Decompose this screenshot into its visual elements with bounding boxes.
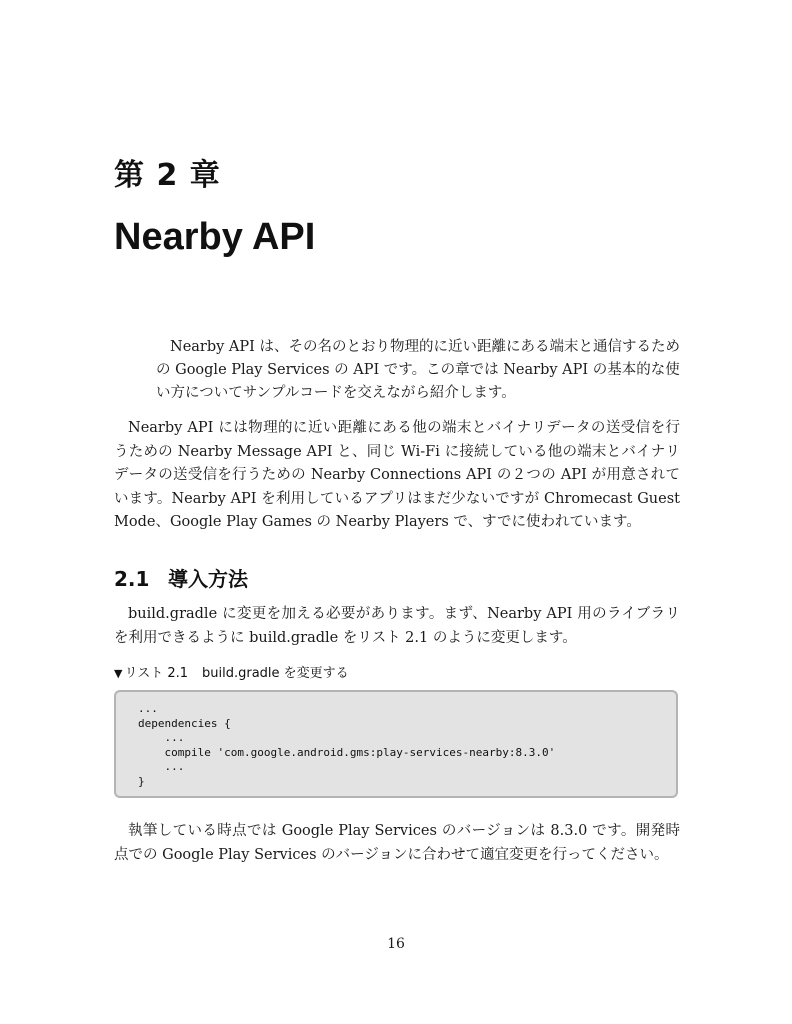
- listing-label: リスト 2.1: [124, 666, 189, 681]
- chapter-abstract: Nearby API は、その名のとおり物理的に近い距離にある端末と通信するための Google Play Services の API です。この章では Nearby API の基本的な使い方についてサンプルコードを交えながら紹介します。: [156, 339, 680, 401]
- section-paragraph: build.gradle に変更を加える必要があります。まず、Nearby API 用のライブラリを利用できるように build.gradle をリスト 2.1 のように変更します。: [114, 606, 680, 646]
- closing-paragraph: 執筆している時点では Google Play Services のバージョンは 8.3.0 です。開発時点での Google Play Services のバージョンに合わせて適宜変更を行ってください。: [114, 823, 680, 863]
- page-number: 16: [387, 936, 405, 952]
- intro-paragraph: Nearby API には物理的に近い距離にある他の端末とバイナリデータの送受信を行うための Nearby Message API と、同じ Wi-Fi に接続している他の端末とバイナリデータの送受信を行うための Nearby Connections API の２つの API が用意されています。Nearby API を利用しているアプリはまだ少ないですが Chromecast Guest Mode、Google Play Games の Nearby Players で、すでに使われています。: [114, 420, 680, 530]
- section-number: 2.1: [114, 567, 150, 591]
- chapter-label: 第 2 章: [114, 158, 221, 193]
- code-line: }: [138, 774, 145, 788]
- code-listing: [114, 690, 678, 798]
- chapter-title: Nearby API: [114, 216, 316, 258]
- listing-caption: [114, 662, 349, 681]
- section-title: 導入方法: [168, 567, 248, 591]
- code-line: ...: [138, 731, 185, 744]
- listing-caption-text: build.gradle を変更する: [202, 666, 349, 681]
- code-line: compile 'com.google.android.gms:play-services-nearby:8.3.0': [138, 745, 556, 759]
- section-heading: [114, 563, 248, 592]
- code-line: dependencies {: [138, 716, 231, 730]
- triangle-marker-icon: ▼: [114, 667, 123, 680]
- code-line: ...: [138, 702, 158, 715]
- code-line: ...: [138, 760, 185, 773]
